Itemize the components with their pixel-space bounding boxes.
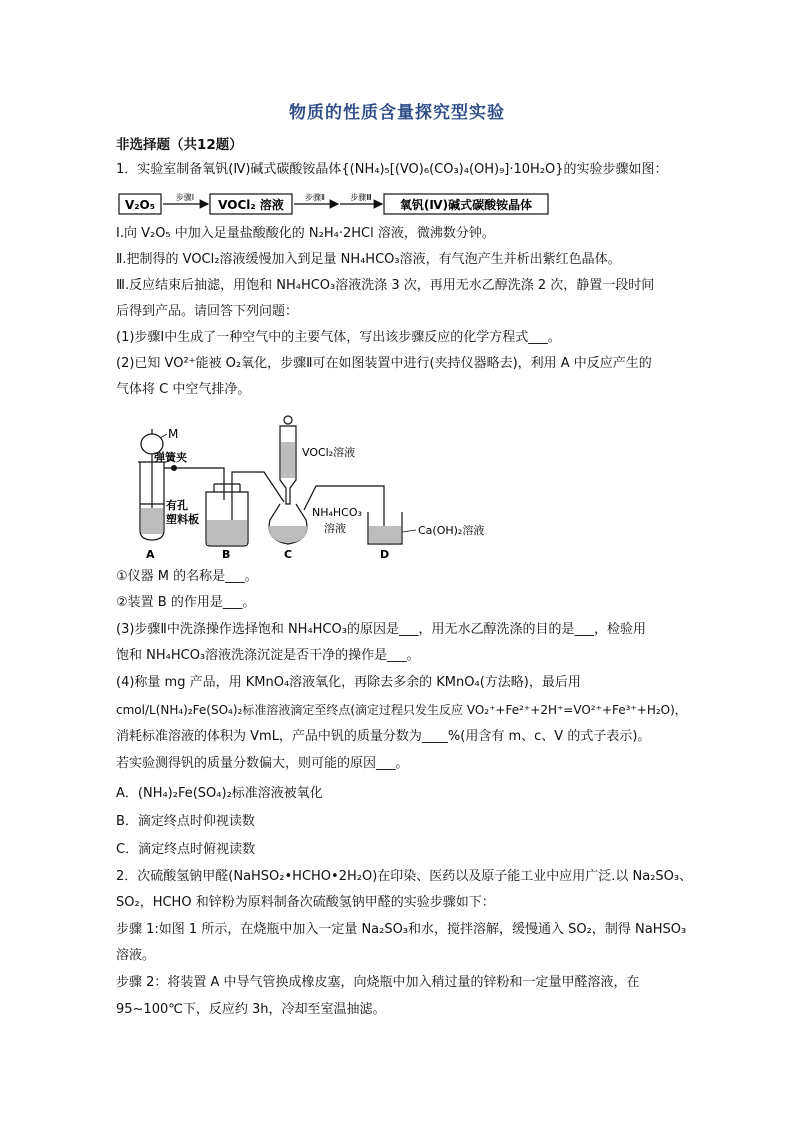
liquid-c [269,526,307,543]
q1-part-1: (1)步骤Ⅰ中生成了一种空气中的主要气体，写出该步骤反应的化学方程式___。 [116,330,561,345]
q1-option-b: B．滴定终点时仰视读数 [116,814,255,829]
q1-part-2-2: ②装置 B 的作用是___。 [116,595,256,610]
label-m: M [168,427,179,441]
section-heading: 非选择题（共12题） [116,137,243,153]
q2-stem-line-1: 2．次硫酸氢钠甲醛(NaHSO₂•HCHO•2H₂O)在印染、医药以及原子能工业中应用广泛.以 Na₂SO₃、 [116,869,693,884]
q1-option-c: C．滴定终点时俯视读数 [116,842,256,857]
q1-step-3-line-2: 后得到产品。请回答下列问题： [116,304,299,319]
q1-part-3-line-1: (3)步骤Ⅱ中洗涤操作选择饱和 NH₄HCO₃的原因是___，用无水乙醇洗涤的目的是___，检验用 [116,622,646,637]
q1-option-a: A．(NH₄)₂Fe(SO₄)₂标准溶液被氧化 [116,786,323,801]
label-b: B [222,548,231,560]
flow-box-product-label: 氧钒(Ⅳ)碱式碳酸铵晶体 [399,198,533,212]
liquid-a [141,508,163,534]
label-nh4hco3-2: 溶液 [324,522,346,535]
label-a: A [146,548,155,560]
q1-part-2-line-2: 气体将 C 中空气排净。 [116,382,251,397]
q1-part-3-line-2: 饱和 NH₄HCO₃溶液洗涤沉淀是否干净的操作是___。 [116,648,420,663]
label-d: D [380,548,390,560]
flow-box-vocl2-label: VOCl₂ 溶液 [218,198,284,212]
page-title: 物质的性质含量探究型实验 [289,103,505,123]
label-board-2: 塑料板 [166,513,199,526]
liquid-d [369,526,401,543]
flow-arrow-1-label: 步骤Ⅰ [175,193,195,202]
q2-step-1-line-1: 步骤 1:如图 1 所示，在烧瓶中加入一定量 Na₂SO₃和水，搅拌溶解，缓慢通入 SO₂，制得 NaHSO₃ [116,922,687,937]
flow-arrow-2-label: 步骤Ⅱ [305,193,325,202]
q1-stem: 1．实验室制备氧钒(Ⅳ)碱式碳酸铵晶体{(NH₄)₅[(VO)₆(CO₃)₄(OH)₉]·10H₂O}的实验步骤如图： [116,162,668,177]
label-vocl2: VOCl₂溶液 [302,446,356,459]
q1-step-3-line-1: Ⅲ.反应结束后抽滤，用饱和 NH₄HCO₃溶液洗涤 3 次，再用无水乙醇洗涤 2 次，静置一段时间 [116,278,655,293]
leader-caoh2 [402,530,416,532]
q1-part-4-line-1: (4)称量 mg 产品，用 KMnO₄溶液氧化，再除去多余的 KMnO₄(方法略)，最后用 [116,675,581,690]
dropping-funnel-stopper [284,416,292,424]
q1-step-1: Ⅰ.向 V₂O₅ 中加入足量盐酸酸化的 N₂H₄·2HCl 溶液，微沸数分钟。 [116,226,495,241]
q1-part-4-line-4: 若实验测得钒的质量分数偏大，则可能的原因___。 [116,756,409,771]
q1-part-4-line-2: cmol/L(NH₄)₂Fe(SO₄)₂标准溶液滴定至终点(滴定过程只发生反应 VO₂⁺+Fe²⁺+2H⁺=VO²⁺+Fe³⁺+H₂O)， [116,703,687,717]
label-nh4hco3-1: NH₄HCO₃ [312,506,362,519]
liquid-funnel [281,442,295,478]
flow-box-v2o5-label: V₂O₅ [125,198,155,212]
label-c: C [284,548,293,560]
q2-stem-line-2: SO₂，HCHO 和锌粉为原料制备次硫酸氢钠甲醛的实验步骤如下： [116,895,495,910]
label-spring-clip: 弹簧夹 [154,451,187,464]
label-board-1: 有孔 [166,499,188,512]
q2-step-2-line-1: 步骤 2：将装置 A 中导气管换成橡皮塞，向烧瓶中加入稍过量的锌粉和一定量甲醛溶液，在 [116,975,640,990]
q1-part-2-line-1: (2)已知 VO²⁺能被 O₂氧化，步骤Ⅱ可在如图装置中进行(夹持仪器略去)，利用 A 中反应产生的 [116,356,652,371]
leader-m [160,434,167,438]
q1-part-4-line-3: 消耗标准溶液的体积为 VmL，产品中钒的质量分数为____%(用含有 m、c、V 的式子表示)。 [116,729,651,744]
q2-step-1-line-2: 溶液。 [116,948,156,963]
q1-step-2: Ⅱ.把制得的 VOCl₂溶液缓慢加入到足量 NH₄HCO₃溶液，有气泡产生并析出紫红色晶体。 [116,252,621,267]
label-caoh2: Ca(OH)₂溶液 [418,524,485,537]
spring-clip-icon [171,465,177,471]
apparatus-diagram [130,412,510,560]
q1-part-2-1: ①仪器 M 的名称是___。 [116,569,258,584]
process-flow-diagram [116,189,556,219]
flow-arrow-3-label: 步骤Ⅲ [350,193,372,202]
q2-step-2-line-2: 95~100℃下，反应约 3h，冷却至室温抽滤。 [116,1002,386,1017]
liquid-b [207,520,247,545]
